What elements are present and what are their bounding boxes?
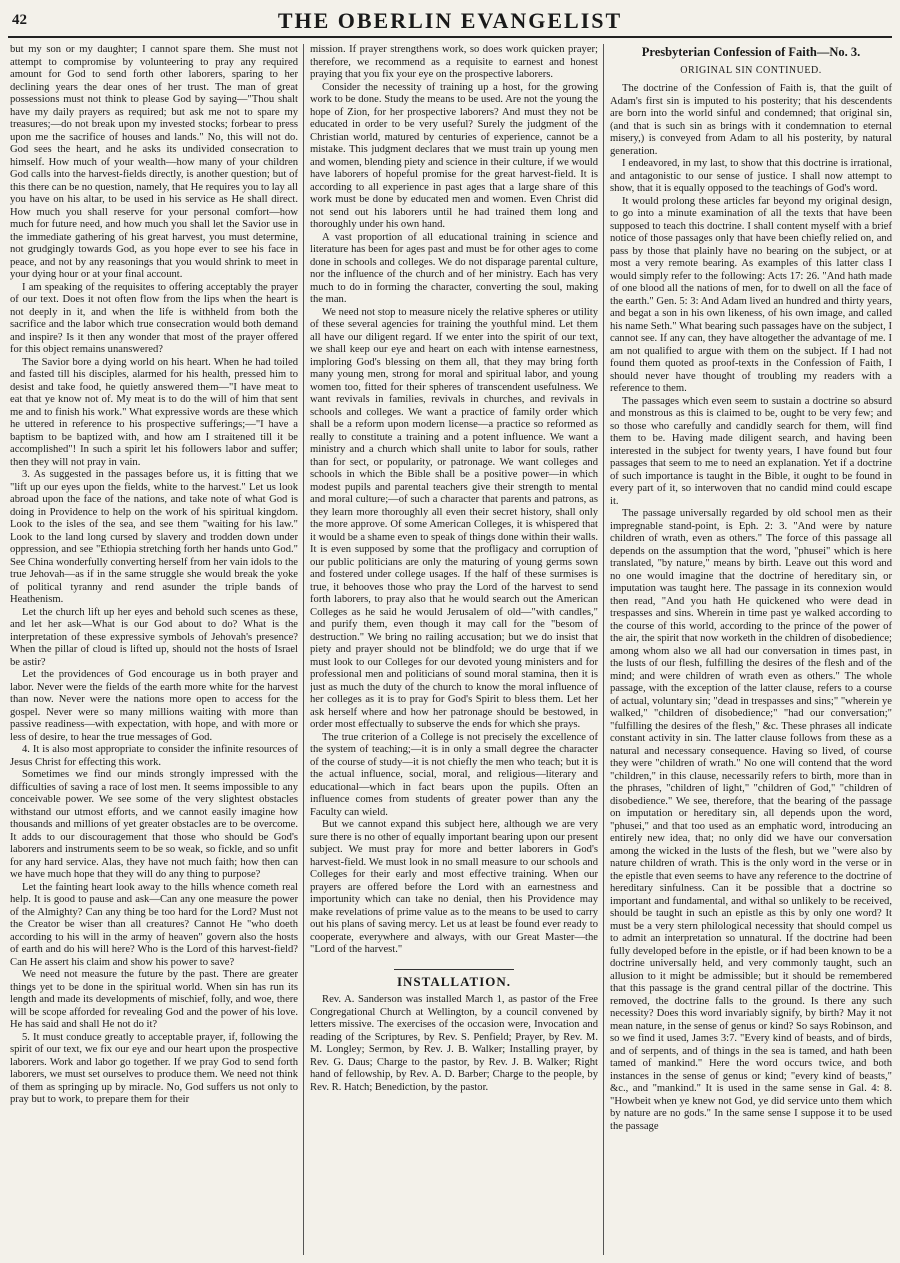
paragraph: I endeavored, in my last, to show that this doctrine is irrational, and antagonistic to our sense of justice. I shall now attempt to show, that it is equally opposed to the teachings of God's word. [610, 158, 892, 194]
paragraph: I am speaking of the requisites to offering acceptably the prayer of our text. Does it not often flow from the lips when the heart is not deeply in it, and when the life is withheld from both the sacrifice and the labor which true consecration would both demand and inspire? Is it then any wonder that most of the prayer offered for this object remains unanswered? [10, 281, 298, 355]
paragraph: Let the providences of God encourage us in both prayer and labor. Never were the fields of the earth more white for the harvest than now. Never were the nations more open to access for the gospel. Never were so many millions waiting with more than passive readiness—with expectation, with hope, and with more or less of desire, to hear the true messages of God. [10, 669, 298, 743]
paragraph: The Savior bore a dying world on his heart. When he had toiled and fasted till his disciples, alarmed for his health, pressed him to desist and take food, he quietly answered them—"I have meat to eat that ye know not of. My meat is to do the will of him that sent me and to finish his work." What expressive words are these which he uttered in reference to his prospective sufferings;—"I have a baptism to be baptized with, and how am I straitened till it be accomplished"! In such a spirit let his followers labor and suffer; then they will not pray in vain. [10, 356, 298, 468]
column-right [610, 44, 892, 1257]
paragraph: mission. If prayer strengthens work, so does work quicken prayer; therefore, we recommend as a requisite to earnest and honest praying that you fix your eye on the prospective laborers. [310, 44, 598, 80]
paragraph: The passage universally regarded by old school men as their impregnable stand-point, is Eph. 2: 3. "And were by nature children of wrath, even as others." The force of this passage all depends on the assumption that the word, "phusei" which is here translated, "by nature," means by birth. Leave out this word and no one would imagine that the doctrine of hereditary sin, or imputation was taught here. The passage in its connexion would then read, "And you hath He quickened who were dead in trespasses and sins. Wherein in time past ye walked according to the course of this world, according to the prince of the power of the air, the spirit that now worketh in the children of disobedience; among whom also we all had our conversation in times past, in the lusts of our flesh, fulfilling the desires of the flesh and of the mind; and were children of wrath even as others." The whole passage, with the exception of the latter clause, refers to a course of actual, voluntary sin; "dead in trespasses and sins;" "wherein ye walked," "children of disobedience;" "had our conversation;" "fulfilling the desires of the flesh," &c. These phrases all indicate constant activity in sin. The latter clause follows from these as a natural and necessary consequence. Having so lived, of course they were "children of wrath." No one will contend that the word "children," in this clause, necessarily refers to birth, more than in the phrases, "children of light," "children of God," "children of disobedience." We see, therefore, that the bearing of the passage on imputation or hereditary sin, all depends upon the word, "phusei," and that too used as an emphatic word, introducing an entirely new idea, that; no only did we have our conversation among the wicked in the lusts of the flesh, but we "were also by nature children of wrath. This is the only word in the verse or in the epistle that even seems to have any reference to the doctrine of hereditary sinfulness. Can it be possible that a doctrine so important and fundamental, and withal so unlikely to be received, should be taught in such an epistle as this by only one word? It must be a very stern philological necessity that should compel us to admit an interpretation so unnatural. If the doctrine had been fully developed before in the epistle, or if had been known to be a doctrine universally held, and very commonly taught, such an allusion to it might be admissible; but it should be remembered that this passage is the grand central pillar of the doctrine. This removed, the doctrine falls to the ground. Is there any such necessity? Does this word invariably signify, by birth? May it not mean nature, in the sense of genus or kind? So says Robinson, and so we find it used, James 3:7. "Every kind of beasts, and of birds, and of serpents, and of things in the sea is tamed, and hath been tamed of mankind." Here the word occurs twice, and both instances in the sense of genus or kind; "every kind of beasts," &c., and "mankind." It is used in the same sense in Gal. 4: 8. "Howbeit when ye knew not God, ye did service unto them which by nature are no gods." In the same sense I suppose it to be used the passage [610, 508, 892, 1132]
paragraph: But we cannot expand this subject here, although we are very sure there is no other of equally important bearing upon our present subject. We must pray for more and better laborers in God's harvest-field. We must look in no small measure to our schools and Colleges for their early and most effective training. When our prayers are offered before the Lord with an earnestness and importunity which can take no denial, then his Providence may make revelations of prime value as to the means to be used to carry out his plans of saving mercy. Let us at least be found ever ready to cooperate, everywhere and always, with our Great Master—the "Lord of the harvest." [310, 819, 598, 955]
paragraph: It would prolong these articles far beyond my original design, to go into a minute examination of all the texts that have been supposed to teach this doctrine. I shall content myself with a brief notice of those passages only that have been chiefly relied on, and pass by those that plainly have no bearing on the subject, or at most a very remote bearing. As examples of this latter class I would simply refer to the following: Acts 17: 26. "And hath made of one blood all the nations of men, for to dwell on all the face of the earth." Gen. 5: 3: And Adam lived an hundred and thirty years, and begat a son in his own likeness, of his own image, and called his name Seth." What bearing such passages have on the subject, I cannot see. If any can, they have altogether the advantage of me. I am not qualified to argue with them on the subject. If I had not found them quoted as proof-texts in the Confession of Faith, I should never have thought of troubling my readers with a reference to them. [610, 195, 892, 394]
paragraph: Let the fainting heart look away to the hills whence cometh real help. It is good to pause and ask—Can any one measure the power of the Almighty? Can any thing be too hard for the Lord? Must not the Creator be wiser than all creatures? Cannot He "who doeth according to his will in the army of heaven" govern also the hosts of earth and do his will here? Who is the Lord of this harvest-field? Can He assert his claim and show his power to save? [10, 881, 298, 968]
column-middle [310, 44, 598, 1257]
column-divider [303, 44, 304, 1255]
paragraph: The doctrine of the Confession of Faith is, that the guilt of Adam's first sin is imputed to his posterity; that his descendents are born into the world sinful and condemned; that original sin, (and that is such sin as brings with it condemnation to eternal misery,) is conveyed from Adam to all his posterity, by natural generation. [610, 83, 892, 157]
masthead-title: THE OBERLIN EVANGELIST [277, 8, 623, 33]
paragraph: but my son or my daughter; I cannot spare them. She must not attempt to compromise by volunteering to pray any required amount for God to send forth other laborers, sparing to her declining years the dear ones of her trust. The man of great possessions must not think to please God by saying—"Thou shalt have my daily prayers as required; but ask me not to spare my treasures;—do not break upon my invested stocks; forbear to press upon me the sacrifice of houses and lands." No, this will not do. God sees the heart, and he asks its undivided consecration to himself. How much of your wealth—how many of your children God calls into the harvest-fields directly, is another question; but of this there can be no question, namely, that He requires you to lay all you have on his altar, to be used in his service as He shall direct. How much you shall reserve for your personal comfort—how much for future need, and how much you shall let the Savior use in the immediate gathering of his great harvest, you must determine, not grudgingly towards God, as you hope ever to see his face in peace, and not by any reasonings that you would shrink to meet in your dying hour or at your final account. [10, 44, 298, 280]
paragraph: Let the church lift up her eyes and behold such scenes as these, and let her ask—What is our God about to do? What is the interpretation of these expressive symbols of Jehovah's presence? When the pillar of cloud is lifted up, should not the hosts of Israel be astir? [10, 606, 298, 668]
installation-section [310, 969, 598, 1095]
installation-heading: INSTALLATION. [396, 973, 512, 989]
paragraph: A vast proportion of all educational training in science and literature has been for ages past and must be for other ages to come done in schools and colleges. We do not disparage parental culture, nor the influence of the church and of her ministry. Each has very much to do in forming the character, converting the soul, making the man. [310, 231, 598, 305]
paragraph: Consider the necessity of training up a host, for the growing work to be done. Study the means to be used. Are not the young the hope of Zion, for her prospective laborers? And must they not be educated in order to be very useful? Surely the judgment of the Christian world, matured by centuries of experience, cannot be a mistake. This judgment declares that we must train up young men and women, blending piety and science in their culture, if we would have laborers of hopeful promise for the great harvest-field. It is according to all experience in past ages that a large share of this work must be done by educated men and women. Even Christ did not send out his laborers until he had trained them long and thoroughly under his own hand. [310, 81, 598, 230]
column-divider [603, 44, 604, 1255]
paragraph: The passages which even seem to sustain a doctrine so absurd and monstrous as this is claimed to be, ought to be very few; and so those who carefully and candidly search for them, will find them to be. Having made diligent search, and having been interested in the subject for twenty years, I have found but four passages that seem to me to need an explanation. Yet if a doctrine of such importance is taught in the Bible, it ought to be found in every part of it, so interwoven that no candid mind could escape it. [610, 395, 892, 507]
article-subheading: ORIGINAL SIN CONTINUED. [680, 64, 822, 76]
paragraph: We need not stop to measure nicely the relative spheres or utility of these several agencies for training the youthful mind. Let them all have our diligent regard. If we enter into the spirit of our text, we shall keep our eye and heart on each with intense earnestness, imploring God's blessing on them all, that they may bring forth many young men, strong for moral and spiritual labor, and young women too, fitted for their spheres of transcendent usefulness. We want revivals in families, revivals in churches, and revivals in schools and colleges. We want a practice of family order which shall be a reform upon modern license—a practice so reformed as really to constitute a training and a potent influence. We want a ministry and a church which shall unite to labor for souls, rather than for sect, or popularity, or patronage. We want colleges and schools in which the Bible shall be a positive power—in which modest pupils and parental teachers give their strength to mental and moral culture;—of such a character that parents and patrons, as they learn more thoroughly all even their secret history, shall only the more approve. Of some American Colleges, it is whispered that it would be a shame even to speak of things done within their walls. It is even supposed by some that the profligacy and corruption of our public politicians are only the maturing of young germs sown and fostered under college usages. If the half of these surmises is true, it behooves those who pray the Lord of the harvest to send forth laborers, to pray also that he would search out the American Colleges as he said he would Jerusalem of old—"with candles," and purify them, even though it may call for the "besom of destruction." We bring no railing accusation; but we do insist that piety and prayer should not be blindfold; we do urge that if we must look to our Colleges for our devoted young ministers and for professional men and politicians of sound moral stamina, then it is just as much the duty of the church to know the moral influence of her colleges as it is to pray for God's Spirit to bless them. Let her ask herself where and how her patronage should be bestowed, in order most effectually to subserve the ends for which she prays. [310, 306, 598, 730]
paragraph: 3. As suggested in the passages before us, it is fitting that we "lift up our eyes upon the fields, white to the harvest." Let us look abroad upon the face of the nations, and take note of what God is doing in Providence to help on the work of his spiritual kingdom. Look to the isles of the sea, and see them "waiting for his law." Look to the land long cursed by slavery and trodden down under oppression, and see "Ethiopia stretching forth her hands unto God." See China wonderfully converting herself from her vain idols to the true Jehovah—as if in the same struggle she would break the yoke of political tyranny and rend asunder the triple bands of Heathenism. [10, 469, 298, 605]
paragraph: 4. It is also most appropriate to consider the infinite resources of Jesus Christ for effecting this work. [10, 744, 298, 768]
installation-text: Rev. A. Sanderson was installed March 1, as pastor of the Free Congregational Church at Wellington, by a council convened by letters missive. The exercises of the occasion were, Invocation and reading of the Scriptures, by Rev. S. Penfield; Prayer, by Rev. M. M. Longley; Sermon, by Rev. J. B. Walker; Installing prayer, by Rev. G. Daus; Charge to the pastor, by Rev. J. B. Walker; Right hand of fellowship, by Rev. A. D. Barber; Charge to the people, by Rev. R. Hatch; Benediction, by the pastor. [310, 994, 598, 1093]
paragraph: 5. It must conduce greatly to acceptable prayer, if, following the spirit of our text, we fix our eye and our heart upon the prospective laborers. Work and labor go together. If we pray God to send forth laborers, we must set ourselves to produce them. We need not think of them as springing up by miracle. No, God suffers us not only to pray but to work, to prepare them for their [10, 1031, 298, 1105]
page-number: 42 [12, 12, 27, 28]
paragraph: We need not measure the future by the past. There are greater things yet to be done in the spiritual world. When sin has run its length and made its developments of mischief, folly, and woe, there will be scope afforded for revealing God and the power of his love. He has said and shall He not do it? [10, 969, 298, 1030]
article-heading: Presbyterian Confession of Faith—No. 3. [641, 45, 861, 59]
page-header [0, 0, 900, 34]
header-rule [8, 36, 892, 38]
paragraph: The true criterion of a College is not precisely the excellence of the system of teaching;—it is in only a small degree the character of the course of study—it is not chiefly the men who teach; but it is the actual influence, social, moral, and religious—literary and educational—which in fact bears upon the pupils. Often an influence comes from students of greater power than any the Faculty can wield. [310, 731, 598, 818]
section-rule [394, 969, 514, 970]
paragraph: Sometimes we find our minds strongly impressed with the difficulties of saving a race of lost men. It seems impossible to any conceivable power. We see some of the very slightest obstacles withstand our utmost efforts, and we cannot easily imagine how thousands and millions of yet greater obstacles are to be overcome. It adds to our discouragement that those who should be God's laborers and instruments seem to be so weak, so fickle, and so unfit for any hard service. Alas, they have not much faith; how then can we have much hope that they will do any thing to purpose? [10, 769, 298, 880]
column-left [10, 44, 298, 1257]
